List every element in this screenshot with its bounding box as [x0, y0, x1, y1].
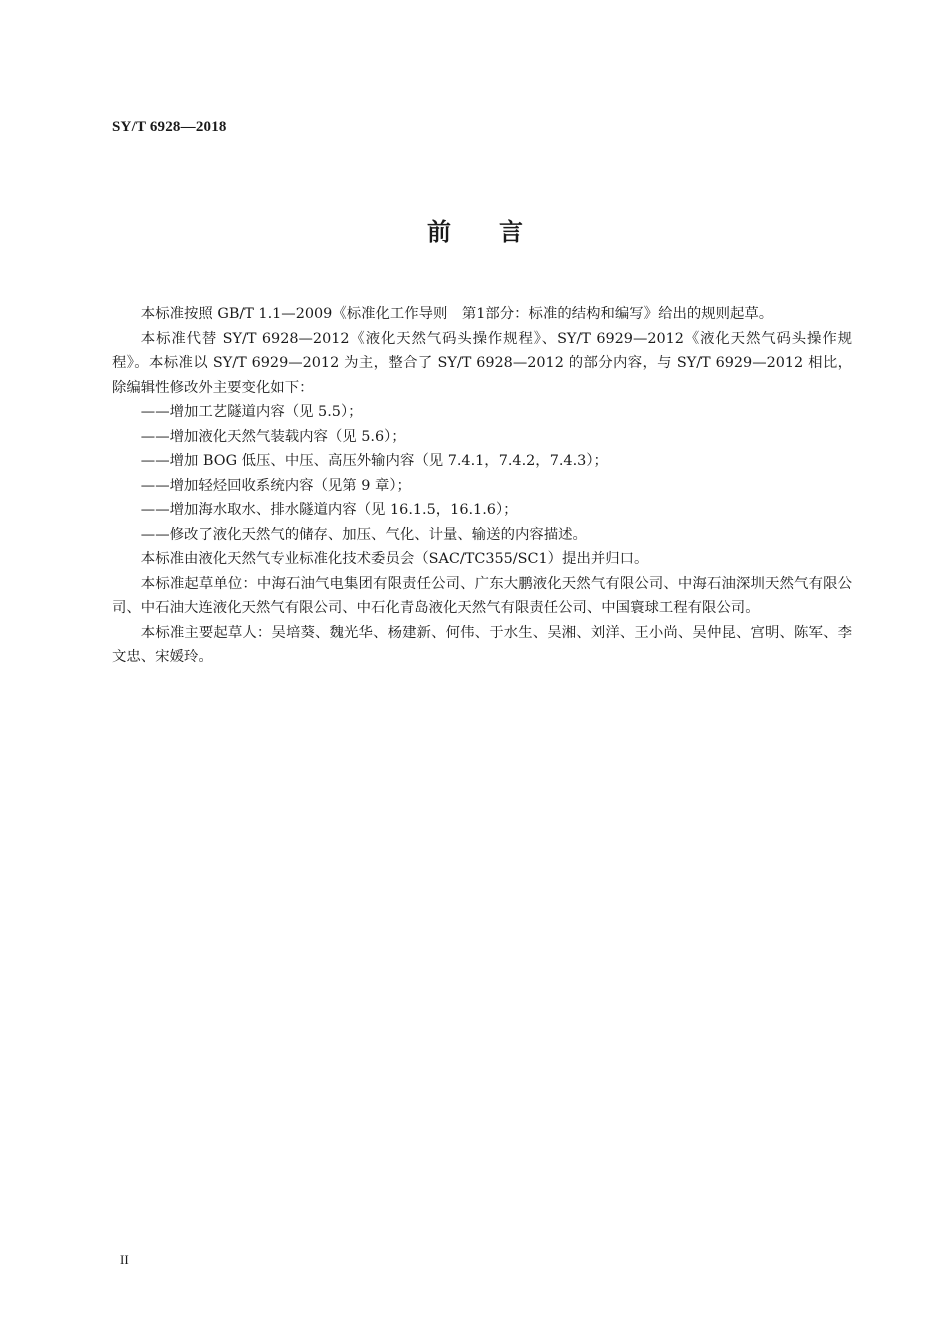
drafting-units-paragraph: 本标准起草单位：中海石油气电集团有限责任公司、广东大鹏液化天然气有限公司、中海石油深圳天然气有限公司、中石油大连液化天然气有限公司、中石化青岛液化天然气有限责任公司、中国寰球工程有限公司。 [112, 575, 852, 616]
change-item: ——增加液化天然气装载内容（见 5.6）； [140, 428, 406, 445]
change-item: ——增加 BOG 低压、中压、高压外输内容（见 7.4.1，7.4.2，7.4.3）； [140, 453, 608, 469]
standard-code: SY/T 6928—2018 [112, 119, 227, 135]
page-title: 前言 [427, 218, 571, 246]
replacement-paragraph: 本标准代替 SY/T 6928—2012《液化天然气码头操作规程》、SY/T 6929—2012《液化天然气码头操作规程》。本标准以 SY/T 6929—2012 为主，整合了 SY/T 6928—2012 的部分内容，与 SY/T 6929—2012 相比，除编辑性修改外主要变化如下： [112, 330, 852, 396]
change-item: ——增加工艺隧道内容（见 5.5）； [140, 404, 363, 420]
page-number: II [120, 1252, 129, 1267]
drafters-paragraph: 本标准主要起草人：吴培葵、魏光华、杨建新、何伟、于水生、吴湘、刘洋、王小尚、吴仲昆、宫明、陈军、李文忠、宋媛玲。 [112, 624, 852, 665]
change-item: ——增加轻烃回收系统内容（见第 9 章）； [140, 477, 411, 494]
document-body [112, 302, 852, 670]
change-item: ——修改了液化天然气的储存、加压、气化、计量、输送的内容描述。 [140, 526, 587, 543]
proposer-paragraph: 本标准由液化天然气专业标准化技术委员会（SAC/TC355/SC1）提出并归口。 [140, 551, 649, 567]
drafting-rules-paragraph: 本标准按照 GB/T 1.1—2009《标准化工作导则 第1部分：标准的结构和编写》给出的规则起草。 [140, 306, 774, 322]
change-item: ——增加海水取水、排水隧道内容（见 16.1.5，16.1.6）； [140, 502, 518, 518]
